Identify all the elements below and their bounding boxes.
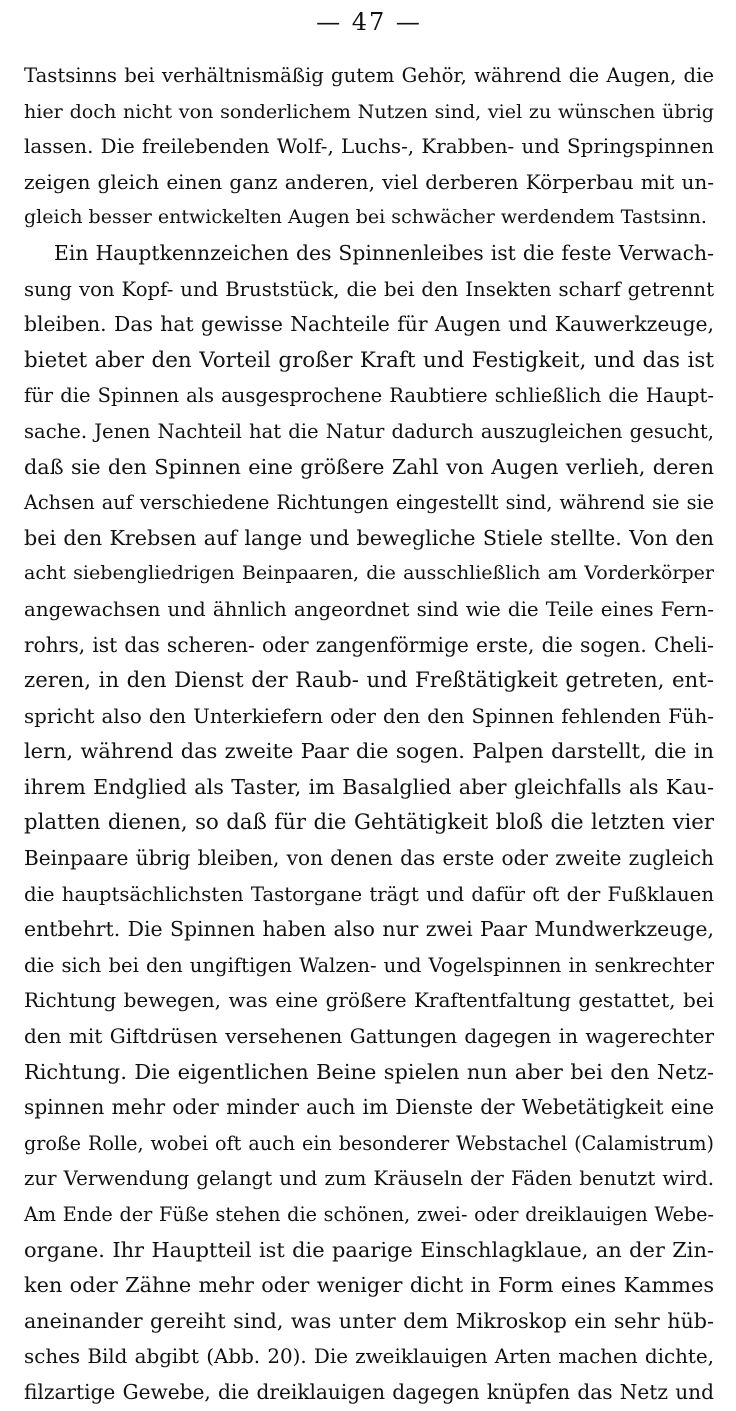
text-line: lassen. Die freilebenden Wolf-, Luchs-, Krabben- und Springspinnen	[24, 135, 714, 159]
text-line: sung von Kopf- und Bruststück, die bei den Insekten scharf getrennt	[24, 277, 714, 301]
text-line: lern, während das zweite Paar die sogen. Palpen darstellt, die in	[24, 739, 714, 764]
text-line: sches Bild abgibt (Abb. 20). Die zweiklauigen Arten machen dichte,	[24, 1345, 714, 1369]
paragraph	[24, 236, 714, 1411]
text-line: für die Spinnen als ausgesprochene Raubtiere schließlich die Haupt-	[24, 384, 714, 408]
text-line: die sich bei den ungiftigen Walzen- und Vogelspinnen in senkrechter	[24, 953, 714, 977]
page-header	[24, 0, 714, 58]
text-line: zeigen gleich einen ganz anderen, viel derberen Körperbau mit un-	[24, 169, 714, 194]
text-line: gleich besser entwickelten Augen bei schwächer werdendem Tastsinn.	[24, 206, 707, 229]
text-line: bleiben. Das hat gewisse Nachteile für Augen und Kauwerkzeuge,	[24, 312, 714, 337]
text-line: Achsen auf verschiedene Richtungen eingestellt sind, während sie sie	[24, 491, 714, 515]
text-line: hier doch nicht von sonderlichem Nutzen sind, viel zu wünschen übrig	[24, 99, 714, 123]
text-line: spricht also den Unterkiefern oder den den Spinnen fehlenden Füh-	[24, 704, 714, 728]
text-line: bei den Krebsen auf lange und bewegliche Stiele stellte. Von den	[24, 525, 714, 550]
text-line: spinnen mehr oder minder auch im Dienste der Webetätigkeit eine	[24, 1095, 714, 1120]
text-line: entbehrt. Die Spinnen haben also nur zwei Paar Mundwerkzeuge,	[24, 917, 714, 942]
text-line: Tastsinns bei verhältnismäßig gutem Gehör, während die Augen, die	[24, 64, 714, 87]
text-line: die hauptsächlichsten Tastorgane trägt und dafür oft der Fußklauen	[24, 882, 714, 906]
text-line: Ein Hauptkennzeichen des Spinnenleibes ist die feste Verwach-	[54, 240, 714, 265]
text-line: Richtung bewegen, was eine größere Kraftentfaltung gestattet, bei	[24, 988, 714, 1013]
text-line: angewachsen und ähnlich angeordnet sind wie die Teile eines Fern-	[24, 597, 714, 621]
body-text	[24, 58, 714, 1411]
text-line: große Rolle, wobei oft auch ein besonderer Webstachel (Calamistrum)	[24, 1131, 714, 1155]
text-line: sache. Jenen Nachteil hat die Natur dadurch auszugleichen gesucht,	[24, 419, 714, 443]
text-line: daß sie den Spinnen eine größere Zahl von Augen verlieh, deren	[24, 454, 714, 479]
text-line: Am Ende der Füße stehen die schönen, zwei- oder dreiklauigen Webe-	[24, 1203, 714, 1226]
paragraph	[24, 58, 714, 236]
page-number: — 47 —	[316, 8, 422, 36]
text-line: platten dienen, so daß für die Gehtätigkeit bloß die letzten vier	[24, 810, 714, 836]
text-line: filzartige Gewebe, die dreiklauigen dagegen knüpfen das Netz und	[24, 1379, 714, 1404]
text-line: zur Verwendung gelangt und zum Kräuseln der Fäden benutzt wird.	[24, 1167, 714, 1191]
text-line: Richtung. Die eigentlichen Beine spielen nun aber bei den Netz-	[24, 1059, 714, 1084]
text-line: ihrem Endglied als Taster, im Basalglied aber gleichfalls als Kau-	[24, 774, 714, 799]
text-line: organe. Ihr Hauptteil ist die paarige Einschlagklaue, an der Zin-	[24, 1237, 714, 1262]
text-line: Beinpaare übrig bleiben, von denen das erste oder zweite zugleich	[24, 846, 714, 871]
text-line: aneinander gereiht sind, was unter dem Mikroskop ein sehr hüb-	[24, 1308, 714, 1333]
text-line: ken oder Zähne mehr oder weniger dicht in Form eines Kammes	[24, 1273, 714, 1298]
text-line: den mit Giftdrüsen versehenen Gattungen dagegen in wagerechter	[24, 1024, 714, 1049]
text-line: rohrs, ist das scheren- oder zangenförmige erste, die sogen. Cheli-	[24, 632, 714, 657]
text-line: zeren, in den Dienst der Raub- und Freßtätigkeit getreten, ent-	[24, 668, 714, 694]
text-line: bietet aber den Vorteil großer Kraft und Festigkeit, und das ist	[24, 347, 714, 373]
text-line: acht siebengliedrigen Beinpaaren, die ausschließlich am Vorderkörper	[24, 562, 714, 585]
